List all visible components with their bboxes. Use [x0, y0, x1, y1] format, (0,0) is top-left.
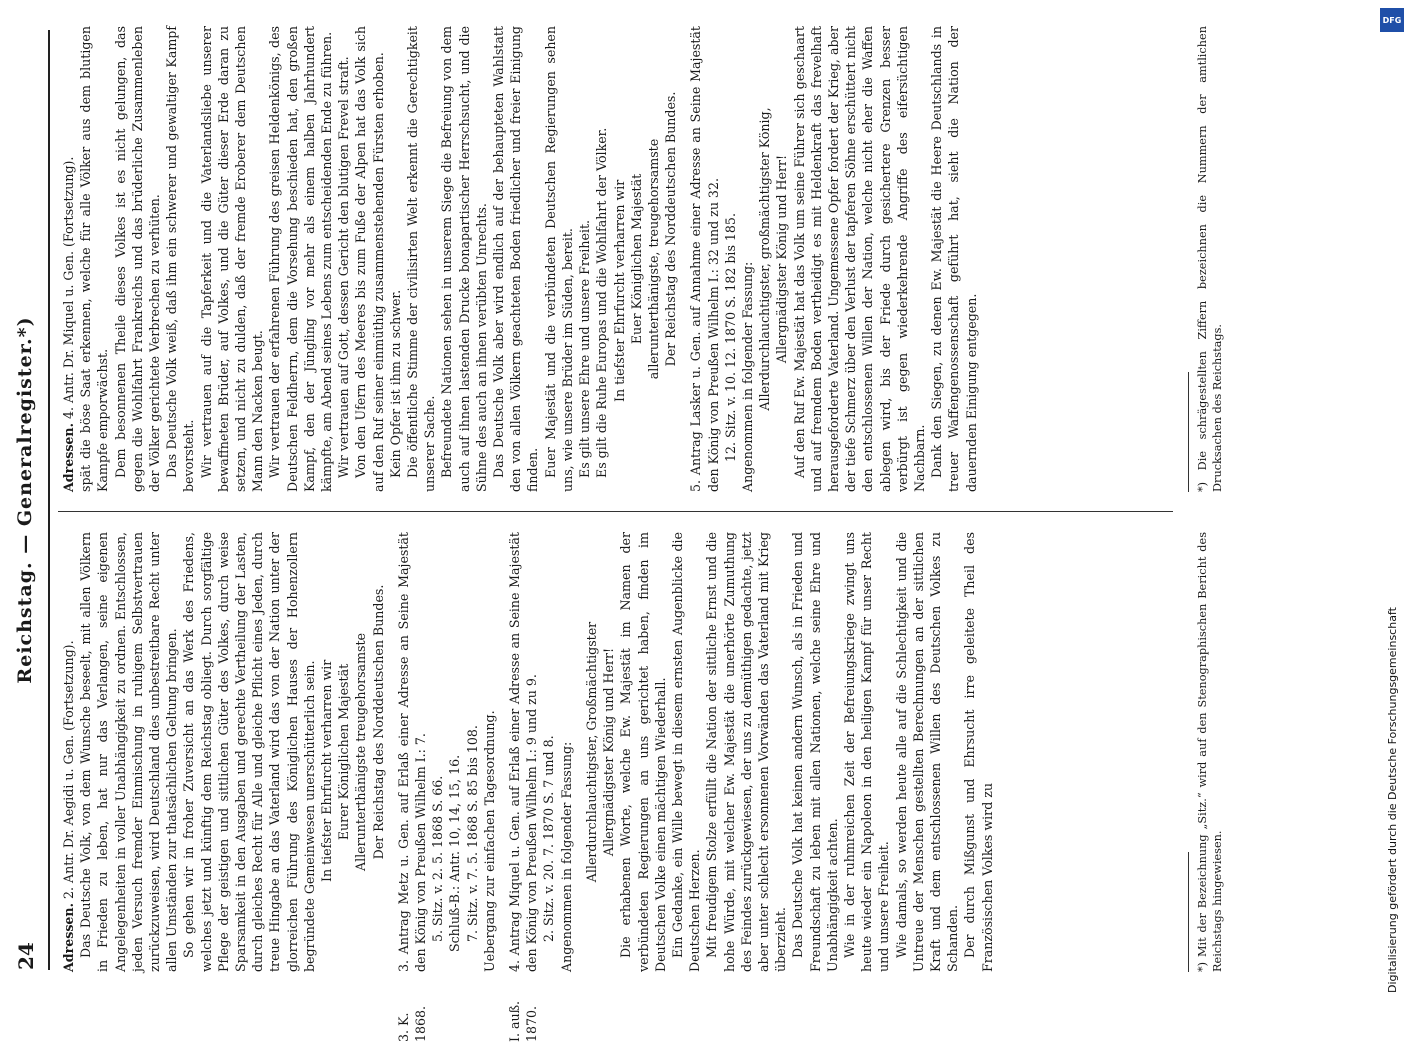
paragraph: Die erhabenen Worte, welche Ew. Majestät im Namen der verbündeten Regierungen an uns gerichtet haben, finden im Deutschen Volke einen mächtigen Wiederhall. — [618, 532, 668, 972]
salutation: Allergnädigster König und Herr! — [774, 154, 790, 364]
salutation: Allerdurchlauchtigster, Großmächtigster — [583, 621, 599, 883]
signature-line: Euer Königlichen Majestät — [628, 173, 644, 345]
paragraph: Das Deutsche Volk hat keinen andern Wunsch, als in Frieden und Freundschaft zu leben mit allen Nationen, welche seine Ehre und Unabhängigkeit achten. — [790, 532, 840, 972]
digitization-credit-strip — [1380, 8, 1406, 993]
keyword-adressen: Adressen. — [61, 903, 76, 972]
paragraph: Das Deutsche Volk aber wird endlich auf der behaupteten Wahlstatt den von allen Völkern geachteten Boden friedlicher und freier Einigung finden. — [491, 26, 541, 492]
footnote-rule-left — [1188, 852, 1189, 972]
footnote-right: *) Die schrägestellten Ziffern bezeichnen die Nummern der amtlichen Drucksachen des Reichstags. — [1196, 26, 1224, 492]
entry-text: 5. Antrag Lasker u. Gen. auf Annahme einer Adresse an Seine Majestät den König von Preußen Wilhelm I.: 32 und zu 32. — [688, 26, 721, 492]
entry-ref: 7. Sitz. v. 7. 5. 1868 S. 85 bis 108. — [464, 725, 480, 942]
paragraph: Ein Gedanke, ein Wille bewegt in diesem ernsten Augenblicke die Deutschen Herzen. — [669, 532, 703, 972]
paragraph: Euer Majestät und die verbündeten Deutschen Regierungen sehen uns, wie unsere Brüder im Süden, bereit. — [542, 26, 575, 492]
signature-line: In tiefster Ehrfurcht verharren wir — [611, 179, 627, 402]
margin-session-label: I. auß. 1870. — [507, 1000, 540, 1042]
paragraph: Die öffentliche Stimme der civilisirten Welt erkennt die Gerechtigkeit unserer Sache. — [405, 26, 438, 492]
page-number: 24 — [14, 942, 38, 970]
page-header — [8, 30, 50, 970]
salutation: Allerdurchlauchtigster, großmächtigster König, — [757, 107, 773, 411]
paragraph: Wie damals, so werden heute alle auf die Schlechtigkeit und die Untreue der Menschen gestellten Berechnungen an der sittlichen Kraft und dem entschlossenen Willen des Deutschen Volkes zu Schanden. — [893, 532, 961, 972]
digitization-credit: Digitalisierung gefördert durch die Deutsche Forschungsgemeinschaft — [1386, 607, 1399, 993]
entry-ref: Uebergang zur einfachen Tagesordnung. — [481, 710, 497, 972]
paragraph: Mit freudigem Stolze erfüllt die Nation der sittliche Ernst und die hohe Würde, mit welcher Ew. Majestät die unerhörte Zumuthung des Feindes zurückgewiesen, der uns zu demüthigen gedachte, jetzt aber unter schlecht ersonnenen Vorwänden das Vaterland mit Krieg überzieht. — [704, 532, 789, 972]
paragraph: Wir vertrauen auf die Tapferkeit und die Vaterlandsliebe unserer bewaffneten Brüder, auf Volkes, und die Güter dieser Erde daran zu setzen, und nicht zu dulden, daß der fremde Eroberer dem Deutschen Mann den Nacken beugt. — [198, 26, 266, 492]
signature-line: In tiefster Ehrfurcht verharren wir — [319, 659, 335, 882]
footnote-rule-right — [1188, 372, 1189, 492]
running-title: Reichstag. — Generalregister.*) — [14, 316, 36, 684]
paragraph: Dank den Siegen, zu denen Ew. Majestät die Heere Deutschlands in treuer Waffengenossenschaft geführt hat, sieht die Nation der dauernden Einigung entgegen. — [929, 26, 979, 492]
keyword-adressen: Adressen. — [61, 423, 76, 492]
paragraph: Wir vertrauen der erfahrenen Führung des greisen Heldenkönigs, des Deutschen Feldherrn, dem die Vorsehung beschieden hat, den großen Kampf, den der Jüngling vor mehr als einem halben Jahrhundert kämpfte, am Abend seines Lebens zum entscheidenden Ende zu führen. — [267, 26, 335, 492]
entry-ref: 12. Sitz. v. 10. 12. 1870 S. 182 bis 185. — [722, 213, 738, 462]
right-column — [60, 26, 980, 492]
entry-ref: Schluß-B.: Antr. 10, 14, 15, 16. — [447, 754, 463, 952]
paragraph: Dem besonnenen Theile dieses Volkes ist es nicht gelungen, das gegen die Wohlfahrt Frankreichs und das brüderliche Zusammenleben der Völker gerichtete Verbrechen zu verhüten. — [112, 26, 163, 492]
entry-3 — [395, 532, 498, 1042]
paragraph: So gehen wir in froher Zuversicht an das Werk des Friedens, welches jetzt und künftig dem Reichstag obliegt. Durch sorgfältige Pflege der geistigen und sittlichen Güter des Volkes, durch weise Sparsamkeit in den Ausgaben und gerechte Vertheilung der Lasten, durch gleiches Recht für Alle und gleiche Pflicht eines Jeden, durch treue Hingabe an das Vaterland wird das von der Nation unter der glorreichen Führung des Königlichen Hauses der Hohenzollern begründete Gemeinwesen unerschütterlich sein. — [181, 532, 317, 972]
entry-ref: Angenommen in folgender Fassung: — [739, 261, 755, 492]
salutation: Allergnädigster König und Herr! — [601, 647, 617, 857]
signature-line: Eurer Königlichen Majestät — [336, 663, 352, 841]
entry-ref: 5. Sitz. v. 2. 5. 1868 S. 66. — [430, 775, 446, 942]
footnote-left: *) Mit der Bezeichnung „Sitz.“ wird auf den Stenographischen Bericht des Reichstags hingewiesen. — [1196, 532, 1224, 972]
left-heading-text: 2. Antr. Dr. Aegidi u. Gen. (Fortsetzung). — [61, 640, 76, 900]
paragraph: Es gilt unsere Ehre und unsere Freiheit. — [577, 219, 593, 478]
signature-line: Allerunterthänigste treugehorsamste — [353, 633, 369, 872]
paragraph: spät die böse Saat erkennen, welche für alle Völker aus dem blutigen Kampfe emporwächst. — [78, 26, 111, 492]
paragraph: Wir vertrauen auf Gott, dessen Gericht den blutigen Frevel straft. — [336, 56, 352, 478]
left-column — [60, 532, 996, 1042]
paragraph: Das Deutsche Volk weiß, daß ihm ein schwerer und gewaltiger Kampf bevorsteht. — [164, 26, 197, 492]
paragraph: Befreundete Nationen sehen in unserem Siege die Befreiung von dem auch auf ihnen lastenden Drucke bonapartischer Herrschsucht, und die Sühne des auch an ihnen verübten Unrechts. — [439, 26, 489, 492]
paragraph: Kein Opfer ist ihm zu schwer. — [387, 289, 403, 478]
column-divider — [58, 511, 1173, 512]
right-heading-text: 4. Antr. Dr. Miquel u. Gen. (Fortsetzung). — [61, 156, 76, 420]
paragraph: Wie in der ruhmreichen Zeit der Befreiungskriege zwingt uns heute wieder ein Napoleon in den heiligen Kampf für unser Recht und unsere Freiheit. — [841, 532, 892, 972]
signature-line: allerunterthänigste, treugehorsamste — [645, 138, 661, 380]
margin-session-label — [687, 0, 721, 12]
entry-ref: 2. Sitz. v. 20. 7. 1870 S. 7 und 8. — [541, 735, 557, 942]
margin-session-label: 3. K. 1868. — [395, 1005, 428, 1042]
left-column-heading — [60, 532, 77, 972]
dfg-logo-icon: DFG — [1380, 8, 1404, 32]
entry-ref: Angenommen in folgender Fassung: — [558, 741, 574, 972]
entry-text: 4. Antrag Miquel u. Gen. auf Erlaß einer Adresse an Seine Majestät den König von Preußen Wilhelm I.: 9 und zu 9. — [507, 532, 540, 972]
paragraph: Von den Ufern des Meeres bis zum Fuße der Alpen hat das Volk sich auf den Ruf seiner einmüthig zusammenstehenden Fürsten erhoben. — [353, 26, 386, 492]
entry-4 — [506, 532, 575, 1042]
paragraph: Es gilt die Ruhe Europas und die Wohlfahrt der Völker. — [594, 127, 610, 478]
entry-text: 3. Antrag Metz u. Gen. auf Erlaß einer Adresse an Seine Majestät den König von Preußen Wilhelm I.: 7. — [395, 532, 429, 972]
paragraph: Das Deutsche Volk, von dem Wunsche beseelt, mit allen Völkern in Frieden zu leben, hat nur das Verlangen, seine eigenen Angelegenheiten in voller Unabhängigkeit zu ordnen. Entschlossen, jeden Versuch fremder Einmischung in ruhigem Selbstvertrauen zurückzuweisen, wird Deutschland dies unbestreitbare Recht unter allen Umständen zur thatsächlichen Geltung bringen. — [78, 532, 180, 972]
signature-line: Der Reichstag des Norddeutschen Bundes. — [663, 91, 679, 367]
entry-5 — [687, 26, 756, 492]
signature-line: Der Reichstag des Norddeutschen Bundes. — [370, 584, 386, 860]
paragraph: Auf den Ruf Ew. Majestät hat das Volk um seine Führer sich geschaart und auf fremdem Boden vertheidigt es mit Heldenkraft das frevelhaft herausgeforderte Vaterland. Ungemessene Opfer fordert der Krieg, aber der tiefe Schmerz über den Verlust der tapferen Söhne erschüttert nicht den entschlossenen Willen der Nation, welche nicht eher die Waffen ablegen wird, bis der Friede durch gesichertere Grenzen besser verbürgt ist gegen wiederkehrende Angriffe des eifersüchtigen Nachbarn. — [791, 26, 927, 492]
right-column-heading — [60, 26, 77, 492]
paragraph: Der durch Mißgunst und Ehrsucht irre geleitete Theil des Französischen Volkes wird zu — [962, 532, 995, 972]
